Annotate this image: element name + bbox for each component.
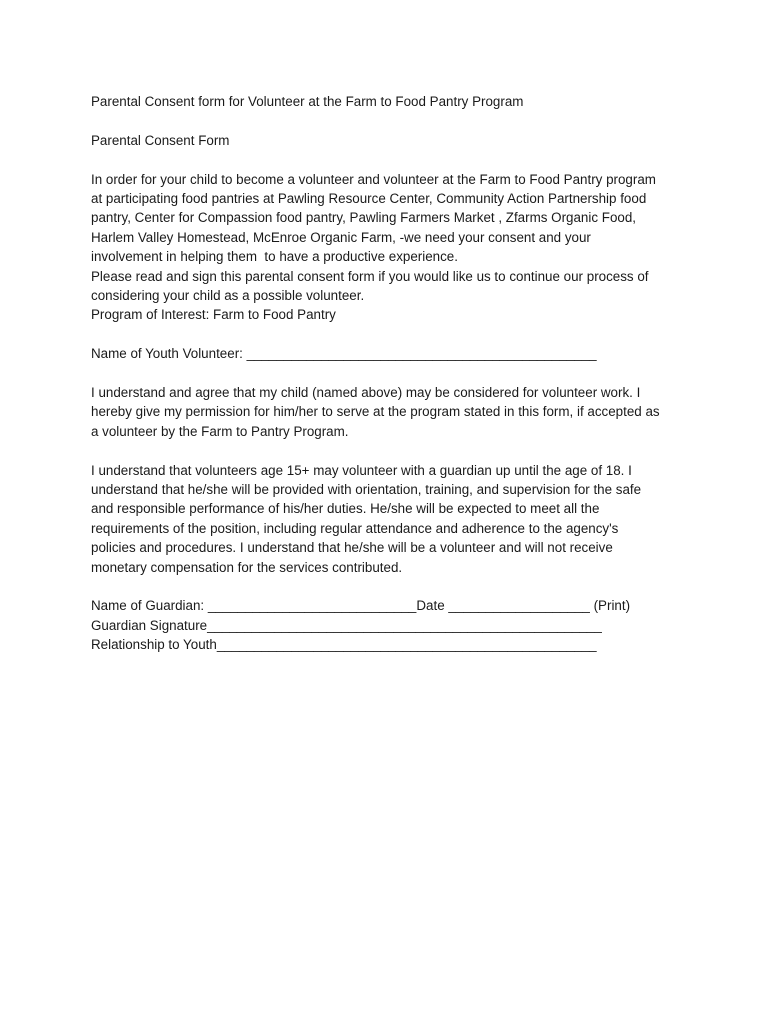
agreement-line: a volunteer by the Farm to Pantry Program. [91,423,349,439]
intro-line: at participating food pantries at Pawling Resource Center, Community Action Partnership food [91,191,647,206]
guardian-name-field[interactable]: Name of Guardian: ____________________________Date ___________________ (Print) [91,598,631,614]
understanding-paragraph [91,461,691,577]
understanding-line: policies and procedures. I understand that he/she will be a volunteer and will not receive [91,540,613,556]
understanding-line: requirements of the position, including regular attendance and adherence to the agency's [91,520,619,536]
understanding-line: understand that he/she will be provided with orientation, training, and supervision for the safe [91,482,642,498]
program-of-interest: Program of Interest: Farm to Food Pantry [91,307,336,323]
intro-line: involvement in helping them to have a productive experience. [91,249,458,265]
youth-name-field[interactable]: Name of Youth Volunteer: _______________________________________________ [91,346,597,362]
agreement-line: hereby give my permission for him/her to serve at the program stated in this form, if accepted as [91,404,660,420]
guardian-signature-field[interactable]: Guardian Signature_____________________________________________________ [91,617,602,633]
understanding-line: monetary compensation for the services contributed. [91,559,403,575]
understanding-line: I understand that volunteers age 15+ may volunteer with a guardian up until the age of 18. I [91,462,632,478]
intro-line: pantry, Center for Compassion food pantry, Pawling Farmers Market , Zfarms Organic Food, [91,210,637,226]
intro-line: In order for your child to become a volunteer and volunteer at the Farm to Food Pantry program [91,171,656,187]
form-title: Parental Consent Form [91,132,230,148]
intro-line: considering your child as a possible volunteer. [91,288,365,304]
document-body [91,92,691,674]
agreement-line: I understand and agree that my child (named above) may be considered for volunteer work. I [91,385,641,401]
guardian-section [91,596,691,654]
relationship-field[interactable]: Relationship to Youth___________________________________________________ [91,637,597,653]
intro-paragraph [91,170,691,325]
intro-line: Harlem Valley Homestead, McEnroe Organic Farm, -we need your consent and your [91,229,591,245]
intro-line: Please read and sign this parental consent form if you would like us to continue our process of [91,268,649,284]
document-header-title: Parental Consent form for Volunteer at the Farm to Food Pantry Program [91,94,524,109]
agreement-paragraph [91,383,691,441]
understanding-line: and responsible performance of his/her duties. He/she will be expected to meet all the [91,501,600,517]
